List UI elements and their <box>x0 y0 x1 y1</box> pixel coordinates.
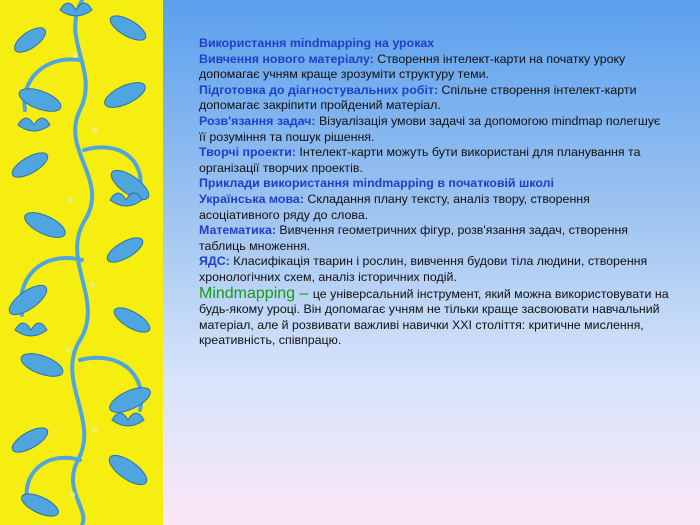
usage-item-4 <box>199 145 669 176</box>
example-item-1 <box>199 192 669 223</box>
item-text: Інтелект-карти можуть бути використані для планування та організації творчих проектів. <box>199 145 641 175</box>
usage-item-3 <box>199 114 669 145</box>
example-label: Українська мова: <box>199 191 304 206</box>
mindmapping-term: Mindmapping – <box>199 284 313 302</box>
petrykivka-ornament-image <box>0 0 163 525</box>
item-text: Візуалізація умови задачі за допомогою mindmap полегшує її розуміння та пошук рішення. <box>199 113 661 144</box>
example-text: Складання плану тексту, аналіз твору, створення асоціативного ряду до слова. <box>199 191 590 222</box>
example-label: ЯДС: <box>199 254 230 269</box>
usage-item-1 <box>199 52 669 83</box>
slide-title: Використання mindmapping на уроках <box>199 36 435 50</box>
example-item-2 <box>199 223 669 254</box>
folk-ornament-panel <box>0 0 163 525</box>
example-text: Вивчення геометричних фігур, розв'язання задач, створення таблиць множення. <box>199 223 629 253</box>
item-label: Розв'язання задач: <box>199 113 316 128</box>
item-text: Створення інтелект-карти на початку уроку допомагає учням краще зрозуміти структуру теми. <box>199 51 626 82</box>
item-text: Спільне створення інтелект-карти допомагає закріпити пройдений матеріал. <box>199 82 637 113</box>
conclusion <box>199 286 669 349</box>
example-text: Класифікація тварин і рослин, вивчення будови тіла людини, створення хронологічних схем, аналіз історичних подій. <box>199 254 648 284</box>
conclusion-text: це універсальний інструмент, який можна використовувати на будь-якому уроці. Він допомагає учням не тільки краще засвоювати навчальний матеріал, але й розвивати важливі навички XXI століття: критичне мислення, креативність, співпрацю. <box>199 286 669 348</box>
example-item-3 <box>199 254 669 285</box>
item-label: Вивчення нового матеріалу: <box>199 51 374 66</box>
item-label: Творчі проекти: <box>199 145 296 160</box>
slide-text <box>199 36 669 349</box>
example-label: Математика: <box>199 223 276 238</box>
item-label: Підготовка до діагностувальних робіт: <box>199 82 439 97</box>
examples-heading: Приклади використання mindmapping в початковій школі <box>199 176 554 191</box>
usage-item-2 <box>199 83 669 114</box>
